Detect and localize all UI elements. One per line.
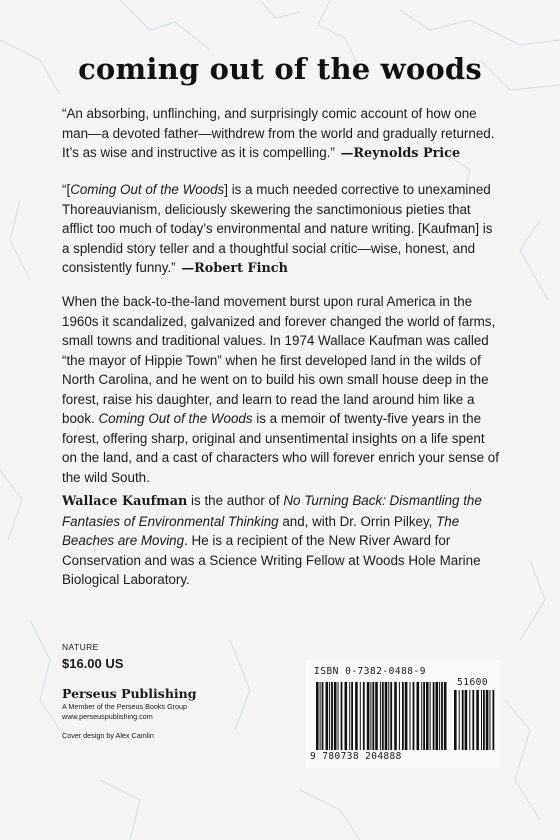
barcode-bar [375, 682, 378, 750]
book-description [62, 292, 502, 487]
barcode-bar [345, 682, 348, 750]
publisher-block [62, 642, 282, 740]
barcode-bar [326, 682, 329, 750]
barcode-bar [329, 682, 330, 750]
barcode-bar [394, 682, 397, 750]
ean-barcode-bars [316, 682, 448, 750]
barcode-bar [370, 682, 371, 750]
publisher-url: www.perseuspublishing.com [62, 712, 153, 721]
barcode-bar [462, 690, 464, 750]
barcode-bar [493, 690, 495, 750]
barcode-bar [444, 682, 447, 750]
barcode-bar [341, 682, 343, 750]
book-title-italic: Coming Out of the Woods [70, 182, 225, 197]
barcode-bar [372, 682, 374, 750]
quote-open: “[ [62, 182, 71, 197]
description-part-1: When the back-to-the-land movement burst upon rural America in the 1960s it scandalized, galvanized and forever changed the world of farms, small towns and traditional values. In 1974 Wallace Kaufman was called “the mayor of Hippie Town” when he first developed land in the wilds of North Carolina, and he went on to build his own small house deep in the forest, raise his daughter, and learn to read the land around him like a book. [62, 294, 496, 426]
review-quote-1 [62, 104, 502, 164]
review-quote-2 [62, 180, 502, 279]
barcode-bar [489, 690, 490, 750]
bio-text-3: . He is a recipient of the New River Award for Conservation and was a Science Writing Fellow at Woods Hole Marine Biological Laboratory. [62, 533, 481, 587]
barcode-bar [338, 682, 339, 750]
barcode-bar [382, 682, 384, 750]
isbn-number: ISBN 0-7382-0488-9 [314, 666, 426, 677]
barcode-bar [486, 690, 489, 750]
barcode-bar [388, 682, 389, 750]
barcode-bar [476, 690, 479, 750]
barcode-bar [363, 682, 365, 750]
barcode-bar [483, 690, 485, 750]
barcode-bar [469, 690, 470, 750]
barcode-bar [349, 682, 350, 750]
barcode-bar [426, 682, 429, 750]
barcode-bar [465, 690, 468, 750]
book-title: coming out of the woods [78, 52, 482, 86]
publisher-member-line: A Member of the Perseus Books Group [62, 702, 188, 711]
barcode-bar [399, 682, 400, 750]
barcode-bar [320, 682, 321, 750]
barcode-bar [472, 690, 474, 750]
supplement-barcode-bars [454, 690, 496, 750]
quote-text: ] is a much needed corrective to unexamined Thoreauvianism, deliciously skewering the sanctimonious pieties that afflict too much of today’s environmental and nature writing. [Kaufman] is a splendid story teller and a thoughtful social critic—wise, honest, and consistently funny.” [62, 182, 493, 275]
barcode-bar [436, 682, 439, 750]
barcode-bar [481, 690, 482, 750]
barcode-bar [334, 682, 337, 750]
publisher-name: Perseus Publishing [62, 686, 197, 701]
barcode-bar [367, 682, 370, 750]
author-bio [62, 491, 502, 590]
description-part-2: is a memoir of twenty-five years in the forest, offering sharp, original and unsentimental insights on a life spent on the land, and a cast of characters who will forever enrich your sense of the wild South. [62, 411, 499, 485]
barcode-bar [423, 682, 425, 750]
barcode-bar [380, 682, 381, 750]
quote-text: “An absorbing, unflinching, and surprisingly comic account of how one man—a devoted father—withdrew from the world and gradually returned. It’s as wise and instructive as it is compelling.” [62, 106, 495, 160]
barcode-bar [433, 682, 435, 750]
barcode-bar [459, 690, 460, 750]
barcode-bar [441, 682, 443, 750]
quote-attribution: —Robert Finch [181, 261, 288, 276]
barcode-bar [316, 682, 319, 750]
other-book-title: No Turning Back: Dismantling the Fantasies of Environmental Thinking [62, 493, 482, 529]
barcode-bar [413, 682, 415, 750]
barcode-bar [410, 682, 411, 750]
bio-text-1: is the author of [187, 493, 284, 508]
price: $16.00 US [62, 656, 124, 671]
barcode-bar [390, 682, 392, 750]
barcode [306, 660, 500, 768]
barcode-bar [331, 682, 333, 750]
other-book-title: The Beaches are Moving [62, 513, 460, 548]
bio-text-2: and, with Dr. Orrin Pilkey, [278, 513, 437, 529]
book-title-italic: Coming Out of the Woods [98, 411, 253, 426]
ean-number: 9 780738 204888 [310, 751, 402, 762]
barcode-bar [385, 682, 388, 750]
barcode-bar [322, 682, 324, 750]
barcode-bar [439, 682, 440, 750]
barcode-bar [454, 690, 457, 750]
barcode-bar [430, 682, 431, 750]
barcode-bar [355, 682, 358, 750]
barcode-bar [402, 682, 404, 750]
barcode-bar [417, 682, 420, 750]
barcode-bar [405, 682, 408, 750]
barcode-bar [351, 682, 353, 750]
barcode-bar [421, 682, 422, 750]
category-label: NATURE [62, 642, 99, 652]
cover-design-credit: Cover design by Alex Camlin [62, 731, 154, 740]
quote-attribution: —Reynolds Price [340, 146, 461, 161]
author-name: Wallace Kaufman [62, 494, 188, 509]
price-code: 51600 [457, 677, 489, 688]
barcode-bar [360, 682, 361, 750]
